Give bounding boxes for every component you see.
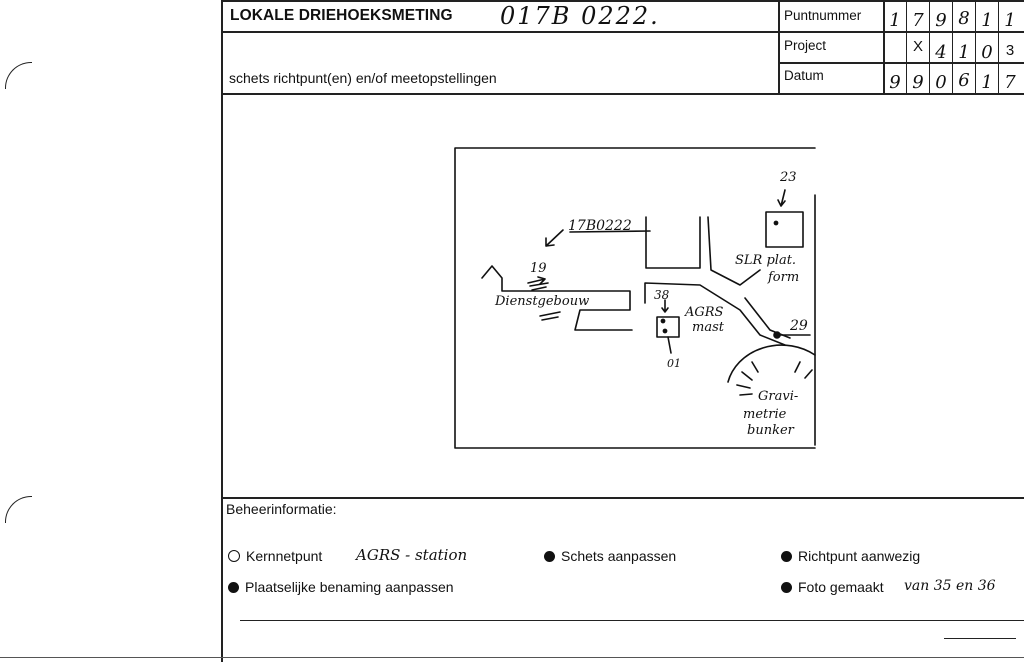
- project-label: Project: [784, 38, 827, 53]
- agrs-line-01: [668, 337, 671, 353]
- label-29: 29: [790, 318, 808, 334]
- agrs-dot-01: [663, 329, 666, 332]
- dienstgebouw-hatch-top: [530, 283, 548, 290]
- label-01: 01: [667, 357, 681, 370]
- project-digit: 4: [935, 42, 947, 63]
- project-digit: 1: [958, 42, 970, 63]
- option-plaatselijke-benaming[interactable]: [228, 579, 454, 595]
- slr-dot: [774, 221, 777, 224]
- kernnetpunt-value: AGRS - station: [356, 546, 468, 564]
- datum-label: Datum: [784, 68, 824, 83]
- bunker-dome: [728, 345, 815, 382]
- beheer-heading: Beheerinformatie:: [226, 501, 337, 517]
- label-dienstgebouw: Dienstgebouw: [495, 294, 590, 309]
- bullet-icon: [781, 551, 792, 562]
- label-23: 23: [780, 170, 797, 185]
- puntnummer-digit: 8: [958, 8, 970, 29]
- slr-platform-box: [766, 212, 803, 247]
- puntnummer-label: Puntnummer: [784, 8, 862, 23]
- puntnummer-digit: 1: [981, 10, 993, 31]
- option-kernnetpunt[interactable]: [228, 548, 322, 564]
- foto-gemaakt-label: Foto gemaakt: [798, 579, 884, 595]
- puntnummer-digit: 7: [912, 10, 924, 31]
- p19-arrow: [528, 277, 545, 284]
- agrs-mast-box: [657, 317, 679, 337]
- foto-value: van 35 en 36: [904, 578, 996, 594]
- plaatselijke-benaming-label: Plaatselijke benaming aanpassen: [245, 579, 454, 595]
- datum-digit: 6: [958, 70, 970, 91]
- puntnummer-digit: 9: [935, 10, 947, 31]
- label-38: 38: [654, 288, 670, 302]
- project-digit: X: [912, 38, 923, 55]
- agrs-dot-38: [661, 319, 664, 322]
- form-title: LOKALE DRIEHOEKSMETING: [230, 7, 453, 24]
- road-right-curve: [745, 298, 790, 338]
- option-richtpunt-aanwezig[interactable]: [781, 548, 920, 564]
- project-digit: 0: [981, 42, 993, 63]
- richtpunt-aanwezig-label: Richtpunt aanwezig: [798, 548, 921, 564]
- bullet-icon: [228, 582, 239, 593]
- label-slr-form: form: [768, 270, 800, 285]
- schets-aanpassen-label: Schets aanpassen: [561, 548, 677, 564]
- option-schets-aanpassen[interactable]: [544, 548, 676, 564]
- kernnetpunt-label: Kernnetpunt: [246, 548, 323, 564]
- label-slr-plat: SLR plat.: [735, 253, 797, 268]
- puntnummer-digit: 1: [889, 10, 901, 31]
- label-agrs: AGRS: [685, 305, 724, 320]
- label-bunker: bunker: [747, 423, 794, 438]
- project-digit: 3: [1005, 42, 1015, 59]
- point-29-dot: [774, 332, 780, 338]
- datum-digit: 9: [889, 72, 901, 93]
- label-gravi: Gravi-: [758, 389, 799, 404]
- label-mast: mast: [692, 320, 724, 335]
- label-metrie: metrie: [743, 407, 787, 422]
- ref-arrow: [546, 230, 563, 246]
- datum-digit: 0: [935, 72, 947, 93]
- dienstgebouw-hatch-bottom: [540, 312, 560, 320]
- option-foto-gemaakt[interactable]: [781, 579, 884, 595]
- road-upper-left: [646, 217, 700, 268]
- label-17b0222: 17B0222: [568, 218, 632, 234]
- datum-digit: 1: [981, 72, 993, 93]
- datum-digit: 9: [912, 72, 924, 93]
- puntnummer-digit: 1: [1004, 10, 1016, 31]
- bullet-icon: [544, 551, 555, 562]
- sketch-caption: schets richtpunt(en) en/of meetopstellingen: [229, 70, 497, 86]
- label-19: 19: [530, 261, 547, 276]
- road-upper-right: [708, 217, 760, 285]
- bullet-icon: [781, 582, 792, 593]
- datum-digit: 7: [1004, 72, 1016, 93]
- slr-arrow: [778, 190, 785, 206]
- form-title-handwritten: 017B 0222.: [500, 2, 660, 30]
- circle-icon: [228, 550, 240, 562]
